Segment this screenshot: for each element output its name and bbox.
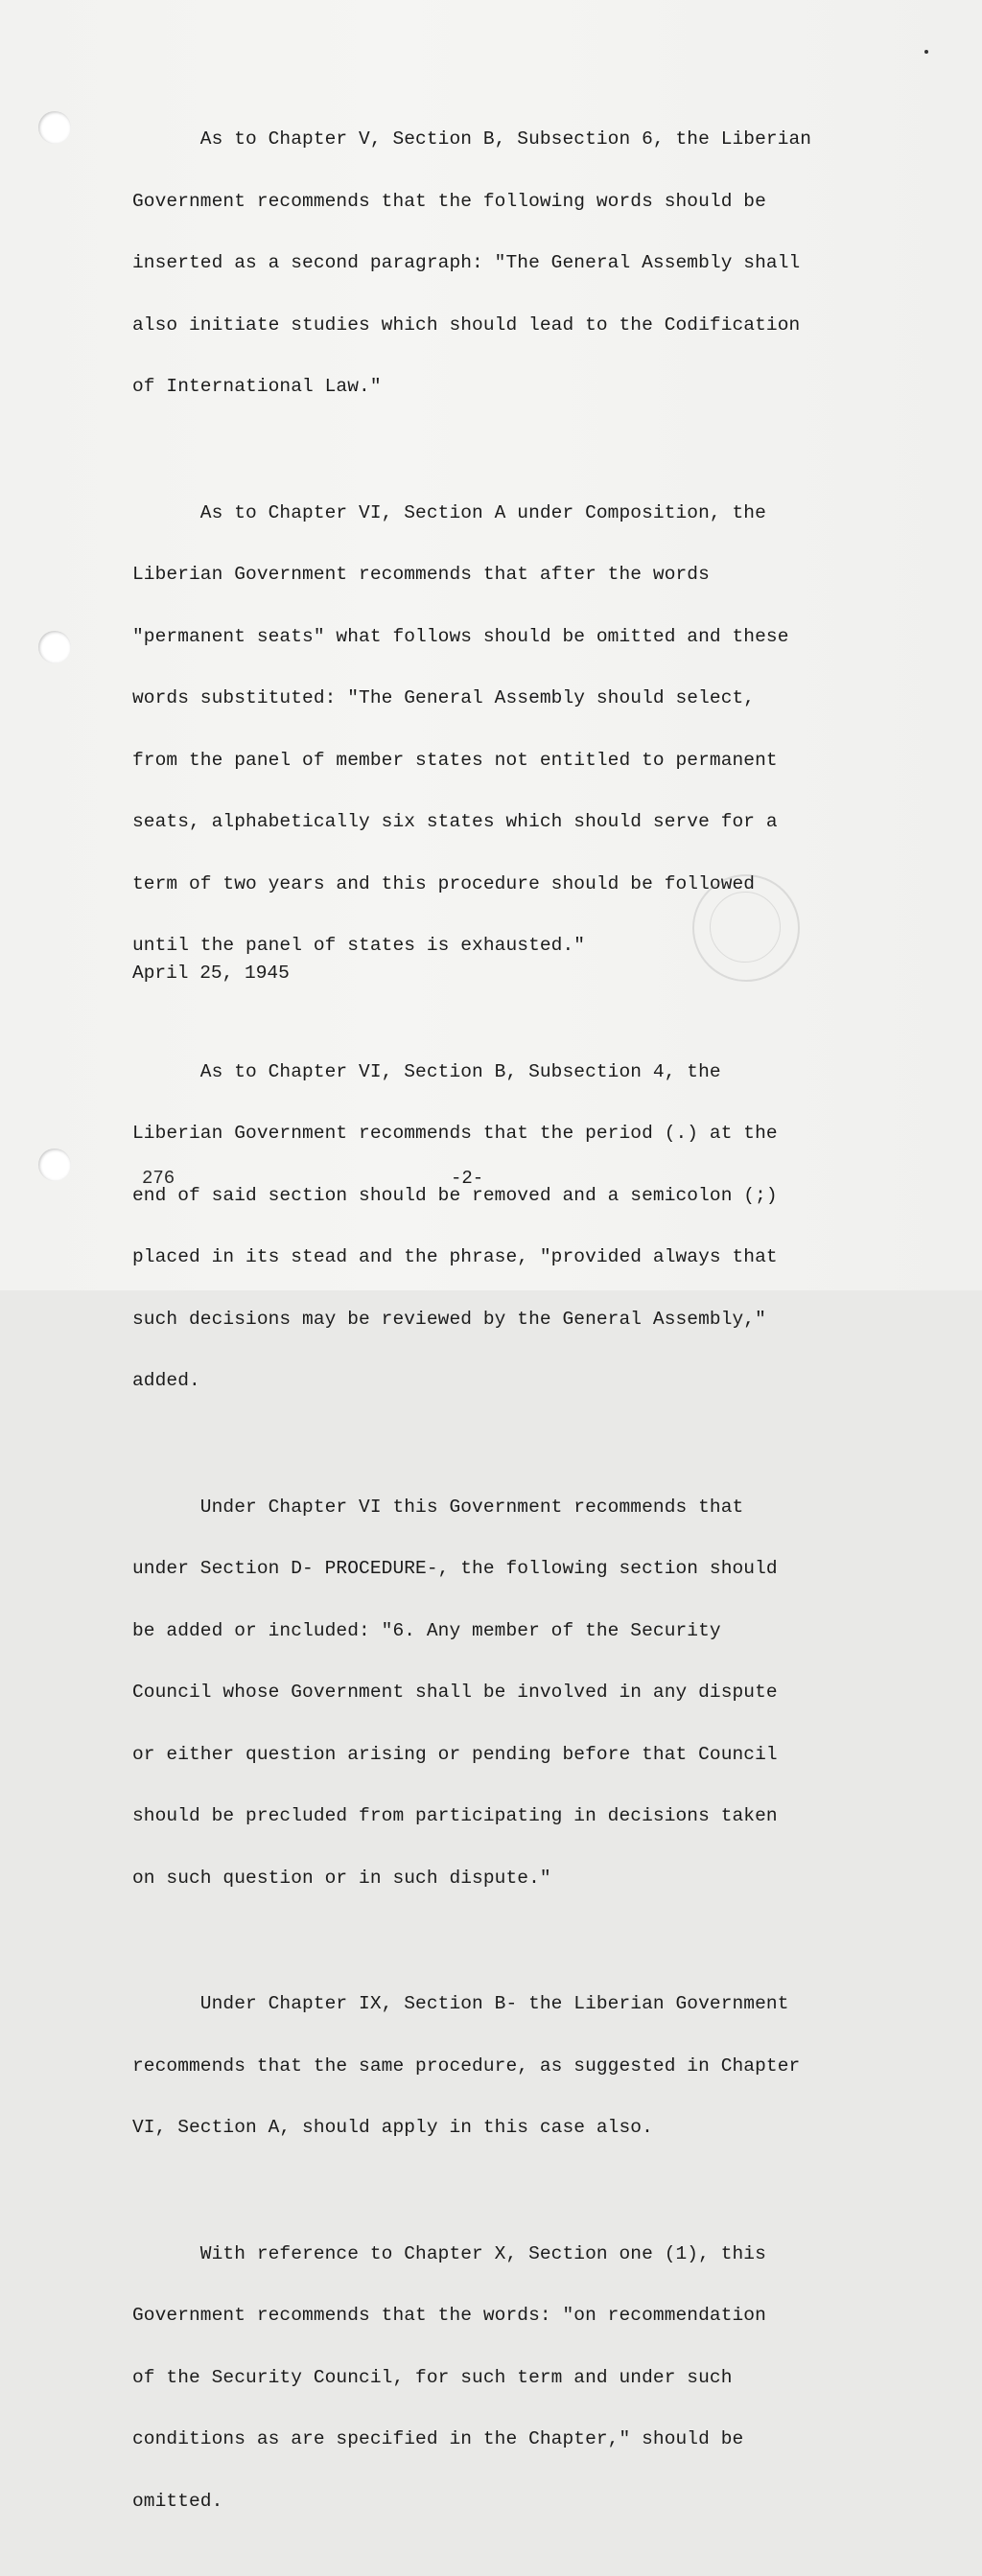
text-line: placed in its stead and the phrase, "provided always that: [132, 1246, 778, 1267]
text-line: from the panel of member states not entitled to permanent: [132, 749, 778, 771]
text-line: recommends that the same procedure, as suggested in Chapter: [132, 2054, 801, 2077]
text-line: Government recommends that the following words should be: [132, 190, 766, 212]
text-line: Under Chapter VI this Government recommends that: [132, 1496, 744, 1518]
text-line: added.: [132, 1370, 200, 1391]
archive-seal-stamp: [692, 874, 800, 982]
text-line: As to Chapter V, Section B, Subsection 6, the Liberian: [132, 128, 812, 150]
text-line: end of said section should be removed and a semicolon (;): [132, 1184, 778, 1206]
text-line: also initiate studies which should lead to the Codification: [132, 313, 801, 336]
text-line: words substituted: "The General Assembly should select,: [132, 687, 756, 708]
page-label: -2-: [451, 1168, 484, 1189]
text-line: Government recommends that the words: "on recommendation: [132, 2305, 766, 2326]
punch-hole-bottom: [38, 1149, 71, 1181]
text-line: of the Security Council, for such term and under such: [132, 2366, 733, 2388]
paragraph-chapter-vi-procedure: [132, 1456, 890, 1931]
text-line: Under Chapter IX, Section B- the Liberian Government: [132, 1993, 789, 2014]
punch-hole-middle: [38, 631, 71, 663]
text-line: seats, alphabetically six states which should serve for a: [132, 811, 778, 832]
punch-hole-top: [38, 111, 71, 144]
text-line: "permanent seats" what follows should be omitted and these: [132, 625, 789, 647]
text-line: should be precluded from participating in decisions taken: [132, 1805, 778, 1826]
archive-seal-inner-ring: [710, 892, 781, 963]
text-line: As to Chapter VI, Section A under Composition, the: [132, 501, 766, 523]
text-line: until the panel of states is exhausted.": [132, 935, 586, 956]
text-line: or either question arising or pending before that Council: [132, 1743, 778, 1765]
text-line: With reference to Chapter X, Section one (1), this: [132, 2242, 766, 2264]
paragraph-chapter-ix: [132, 1953, 890, 2180]
text-line: such decisions may be reviewed by the General Assembly,": [132, 1308, 766, 1330]
paragraph-chapter-vi-section-b: [132, 1021, 890, 1433]
text-line: As to Chapter VI, Section B, Subsection 4, the: [132, 1060, 721, 1082]
text-line: on such question or in such dispute.": [132, 1867, 551, 1889]
text-line: be added or included: "6. Any member of the Security: [132, 1619, 721, 1641]
text-line: term of two years and this procedure should be followed: [132, 872, 756, 894]
text-line: VI, Section A, should apply in this case also.: [132, 2117, 653, 2138]
text-line: conditions as are specified in the Chapter," should be: [132, 2428, 744, 2449]
text-line: omitted.: [132, 2490, 223, 2512]
archive-page-number: 276: [142, 1168, 175, 1189]
text-line: Liberian Government recommends that after the words: [132, 564, 710, 585]
ink-speck: [924, 50, 928, 54]
paragraph-chapter-x: [132, 2203, 890, 2554]
text-line: Council whose Government shall be involved in any dispute: [132, 1682, 778, 1703]
letter-body: [132, 88, 890, 2576]
text-line: inserted as a second paragraph: "The General Assembly shall: [132, 252, 801, 273]
document-date: April 25, 1945: [132, 963, 290, 984]
text-line: under Section D- PROCEDURE-, the following section should: [132, 1558, 778, 1579]
paragraph-chapter-v: [132, 88, 890, 439]
text-line: of International Law.": [132, 376, 382, 397]
text-line: Liberian Government recommends that the period (.) at the: [132, 1123, 778, 1144]
